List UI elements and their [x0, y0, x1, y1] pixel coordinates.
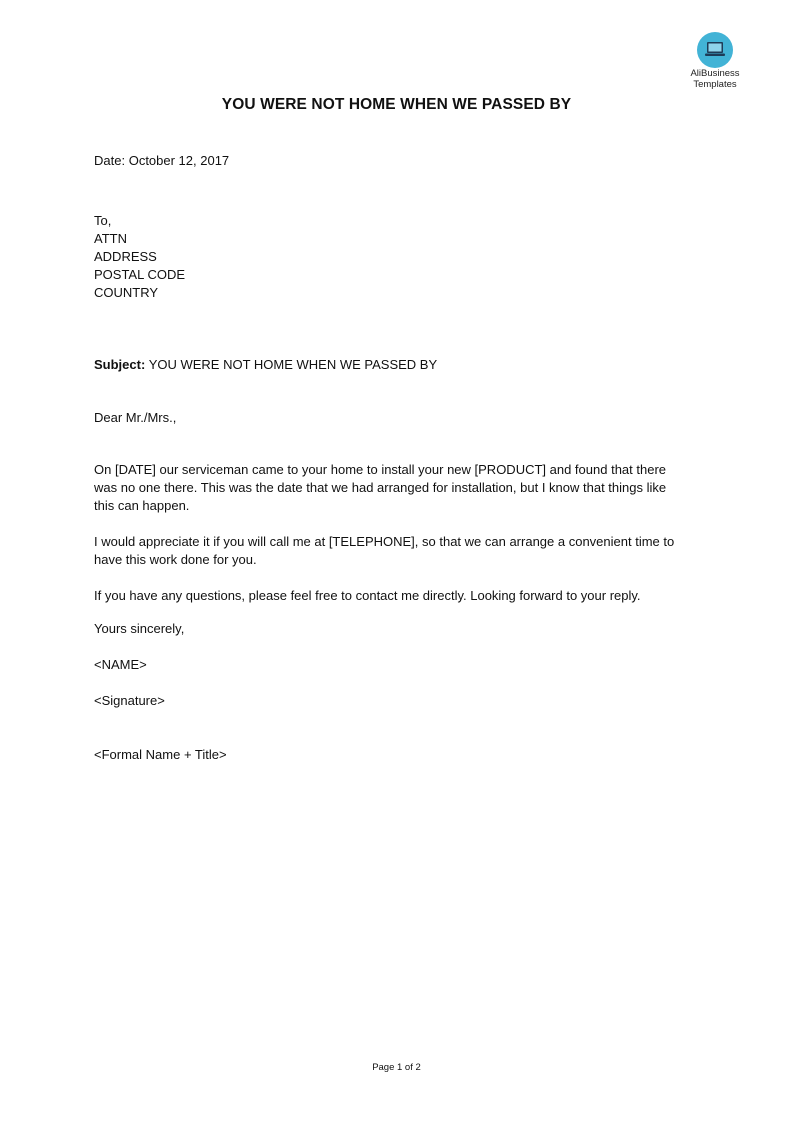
logo-tagline: Templates [693, 79, 737, 90]
recipient-salutation: To, [94, 213, 112, 228]
laptop-icon [697, 32, 733, 68]
date-value: October 12, 2017 [128, 153, 230, 168]
body-paragraph-2 [94, 533, 704, 569]
date-line [94, 152, 229, 170]
document-title: YOU WERE NOT HOME WHEN WE PASSED BY [221, 96, 572, 113]
recipient-attn: ATTN [94, 231, 127, 246]
body-paragraph-1 [94, 461, 704, 515]
signature-placeholder: <Signature> [94, 693, 165, 708]
paragraph-line: If you have any questions, please feel free to contact me directly. Looking forward to your reply. [94, 588, 641, 603]
logo-name: AliBusiness [690, 68, 740, 79]
name-placeholder: <NAME> [94, 657, 147, 672]
paragraph-line: this can happen. [94, 498, 190, 513]
subject-value: YOU WERE NOT HOME WHEN WE PASSED BY [148, 357, 438, 372]
date-label: Date: [94, 153, 126, 168]
body-paragraph-3 [94, 587, 704, 605]
greeting: Dear Mr./Mrs., [94, 410, 177, 425]
paragraph-line: I would appreciate it if you will call me at [TELEPHONE], so that we can arrange a convenient time to [94, 534, 675, 549]
recipient-postal-code: POSTAL CODE [94, 267, 186, 282]
paragraph-line: On [DATE] our serviceman came to your home to install your new [PRODUCT] and found that there [94, 462, 667, 477]
subject-label: Subject: [94, 357, 146, 372]
recipient-address: ADDRESS [94, 249, 157, 264]
formal-name-placeholder: <Formal Name + Title> [94, 747, 227, 762]
closing: Yours sincerely, [94, 621, 185, 636]
recipient-country: COUNTRY [94, 285, 159, 300]
company-logo [682, 32, 748, 90]
subject-line [94, 356, 437, 374]
paragraph-line: was no one there. This was the date that we had arranged for installation, but I know that things like [94, 480, 667, 495]
page-number: Page 1 of 2 [372, 1062, 421, 1073]
paragraph-line: have this work done for you. [94, 552, 257, 567]
